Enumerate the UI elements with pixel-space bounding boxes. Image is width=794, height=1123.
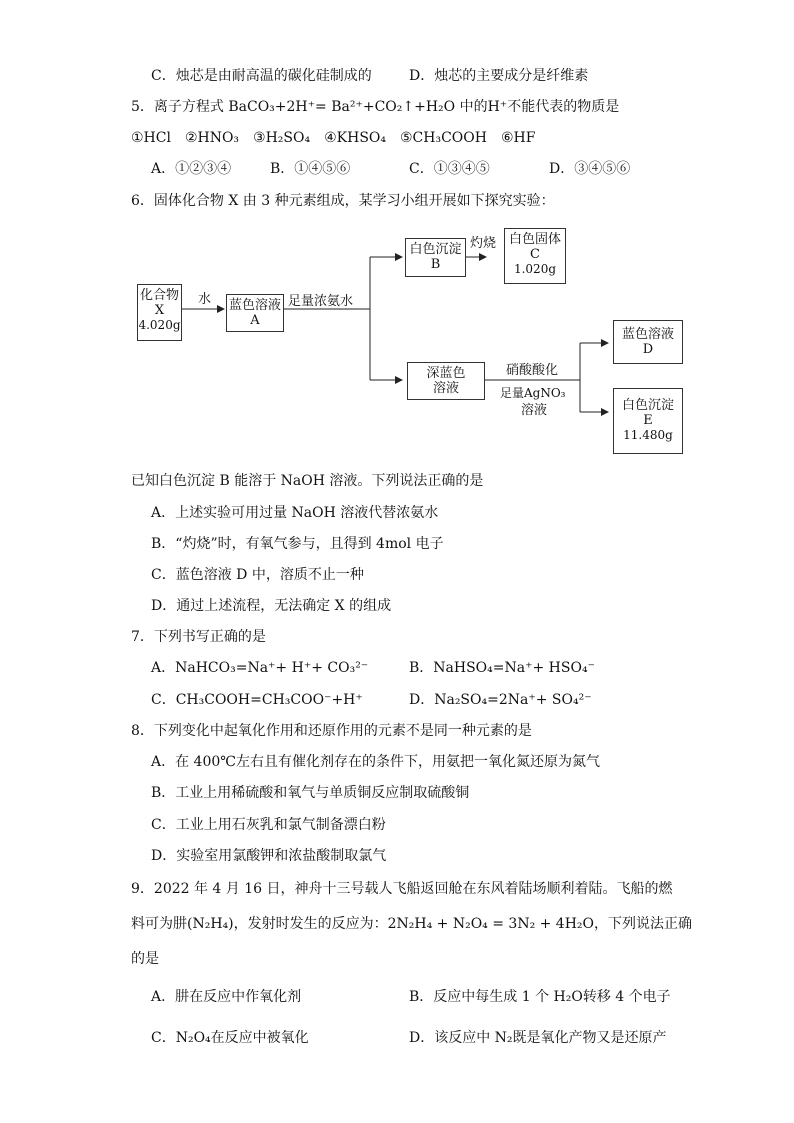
box-c-name: 白色固体 <box>508 232 561 247</box>
q6-option-c: C．蓝色溶液 D 中，溶质不止一种 <box>151 567 364 583</box>
box-solid-c <box>504 228 566 284</box>
q8-option-c: C．工业上用石灰乳和氯气制备漂白粉 <box>151 817 386 833</box>
q6-option-b: B．“灼烧”时，有氧气参与，且得到 4mol 电子 <box>151 536 444 552</box>
box-x-name: 化合物 <box>139 288 179 303</box>
q7-stem: 7．下列书写正确的是 <box>131 629 266 645</box>
box-e-mass: 11.480g <box>623 428 673 442</box>
q5-stem: 5．离子方程式 BaCO₃+2H⁺= Ba²⁺+CO₂↑+H₂O 中的H⁺不能代表的物质是 <box>131 99 620 115</box>
q8-option-d: D．实验室用氯酸钾和浓盐酸制取氯气 <box>151 848 387 864</box>
box-c-mass: 1.020g <box>513 262 557 276</box>
box-precipitate-e <box>613 388 683 454</box>
q7-option-b: B．NaHSO₄=Na⁺+ HSO₄⁻ <box>409 660 595 676</box>
box-e-label: E <box>643 413 653 428</box>
q5-option-c: C．①③④⑤ <box>409 161 490 177</box>
experiment-flowchart <box>130 225 690 460</box>
q8-stem: 8．下列变化中起氧化作用和还原作用的元素不是同一种元素的是 <box>131 723 532 739</box>
q9-line3: 的是 <box>131 951 159 967</box>
q5-option-d: D．③④⑤⑥ <box>549 161 631 177</box>
box-b-label: B <box>430 257 441 272</box>
q9-option-c: C．N₂O₄在反应中被氧化 <box>151 1030 309 1046</box>
box-solution-a <box>226 294 284 332</box>
q4-option-d: D．烛芯的主要成分是纤维素 <box>409 68 589 84</box>
label-nitric-acid: 硝酸酸化 <box>506 363 559 378</box>
q5-option-b: B．①④⑤⑥ <box>270 161 351 177</box>
q7-option-d: D．Na₂SO₄=2Na⁺+ SO₄²⁻ <box>409 692 592 708</box>
box-b-name: 白色沉淀 <box>409 242 462 257</box>
q9-option-d: D．该反应中 N₂既是氧化产物又是还原产 <box>409 1030 667 1046</box>
box-compound-x <box>137 284 182 341</box>
label-agno3: 足量AgNO₃ <box>500 386 566 400</box>
box-solution-d <box>613 320 683 364</box>
box-deep-line2: 溶液 <box>432 381 459 396</box>
box-d-label: D <box>642 342 654 357</box>
q6-stem: 6．固体化合物 X 由 3 种元素组成，某学习小组开展如下探究实验： <box>131 193 555 209</box>
q9-option-a: A．肼在反应中作氧化剂 <box>151 989 302 1005</box>
label-ammonia: 足量浓氨水 <box>288 294 354 309</box>
box-a-label: A <box>250 313 260 328</box>
box-e-name: 白色沉淀 <box>621 398 674 413</box>
q8-option-b: B．工业上用稀硫酸和氧气与单质铜反应制取硫酸铜 <box>151 785 470 801</box>
q9-option-b: B．反应中每生成 1 个 H₂O转移 4 个电子 <box>409 989 671 1005</box>
q6-info: 已知白色沉淀 B 能溶于 NaOH 溶液。下列说法正确的是 <box>131 473 484 489</box>
q6-option-d: D．通过上述流程，无法确定 X 的组成 <box>151 598 392 614</box>
q8-option-a: A．在 400℃左右且有催化剂存在的条件下，用氨把一氧化氮还原为氮气 <box>151 754 600 770</box>
box-x-label: X <box>154 303 165 318</box>
label-burn: 灼烧 <box>470 236 497 251</box>
label-water: 水 <box>198 292 212 307</box>
box-c-label: C <box>530 247 540 262</box>
box-precipitate-b <box>405 238 466 277</box>
box-x-mass: 4.020g <box>138 318 181 332</box>
q7-option-a: A．NaHCO₃=Na⁺+ H⁺+ CO₃²⁻ <box>151 660 369 676</box>
box-a-name: 蓝色溶液 <box>228 298 281 313</box>
box-deep-line1: 深蓝色 <box>426 366 466 381</box>
q5-option-a: A．①②③④ <box>151 161 232 177</box>
box-deep-blue-solution <box>407 362 485 400</box>
box-d-name: 蓝色溶液 <box>621 327 674 342</box>
q6-option-a: A．上述实验可用过量 NaOH 溶液代替浓氨水 <box>151 505 439 521</box>
q9-line1: 9．2022 年 4 月 16 日，神舟十三号载人飞船返回舱在东风着陆场顺利着陆。飞船的燃 <box>131 881 673 897</box>
q5-items: ①HCl ②HNO₃ ③H₂SO₄ ④KHSO₄ ⑤CH₃COOH ⑥HF <box>131 130 536 146</box>
q9-line2: 料可为肼(N₂H₄)，发射时发生的反应为：2N₂H₄ + N₂O₄ = 3N₂ + 4H₂O，下列说法正确 <box>131 916 693 932</box>
label-agno3-solution: 溶液 <box>521 403 548 418</box>
q7-option-c: C．CH₃COOH=CH₃COO⁻+H⁺ <box>151 692 363 708</box>
q4-option-c: C．烛芯是由耐高温的碳化硅制成的 <box>151 68 372 84</box>
